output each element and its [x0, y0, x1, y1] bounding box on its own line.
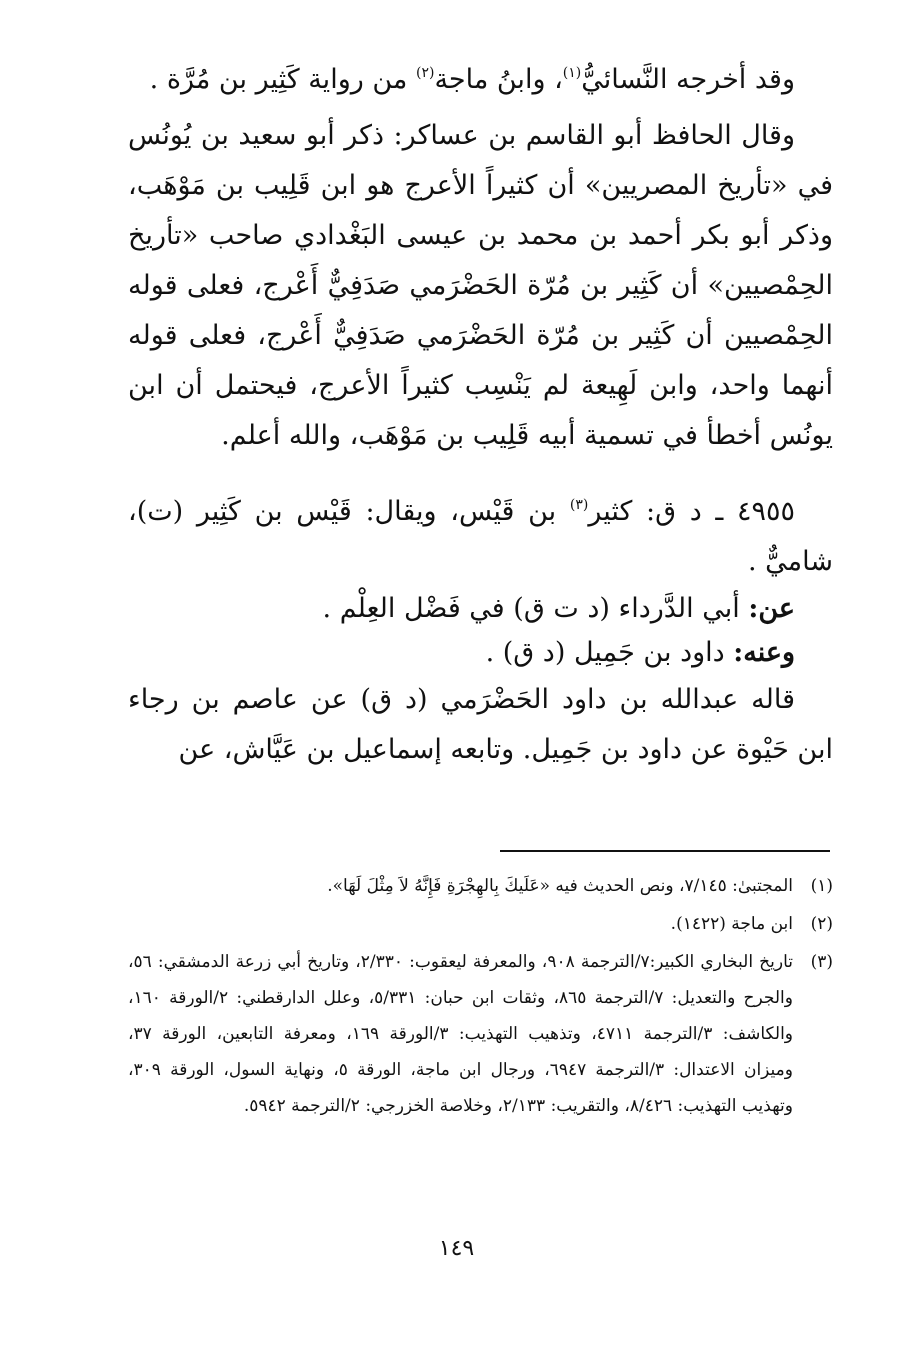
para1-text-c: من رواية كَثِير بن مُرَّة . [149, 64, 416, 95]
para1-text-b: ، وابنُ ماجة [434, 64, 563, 95]
narrated-by [128, 631, 833, 675]
footnote-1 [128, 868, 833, 904]
entry-heading [128, 487, 833, 587]
entry-text-a: ٤٩٥٥ ـ د ق: كثير [588, 496, 796, 527]
narrated-by-label: وعنه: [733, 637, 795, 668]
footnote-ref-3[interactable]: (٣) [569, 497, 589, 513]
narrated-from-text: أبي الدَّرداء (د ت ق) في فَضْل العِلْم . [322, 593, 749, 624]
main-text [128, 55, 833, 775]
footnote-3 [128, 944, 833, 1124]
page-number: ١٤٩ [438, 1236, 475, 1261]
paragraph-2: وقال الحافظ أبو القاسم بن عساكر: ذكر أبو سعيد بن يُونُس في «تأريخ المصريين» أن كثيراً الأعرج هو ابن قَلِيب بن مَوْهَب، وذكر أبو بكر أحمد بن محمد بن عيسى البَغْدادي صاحب «تأريخ الحِمْصيين» أن كَثِير بن مُرّة الحَضْرَمي صَدَفِيٌّ أَعْرج، فعلى قوله الحِمْصيين أن كَثِير بن مُرّة الحَضْرَمي صَدَفِيٌّ أَعْرج، فعلى قوله أنهما واحد، وابن لَهِيعة لم يَنْسِب كثيراً الأعرج، فيحتمل أن ابن يونُس أخطأ في تسمية أبيه قَلِيب بن مَوْهَب، والله أعلم. [128, 120, 833, 451]
entry-text-b: بن قَيْس، ويقال: قَيْس بن كَثِير (ت)، شاميٌّ . [128, 496, 833, 577]
paragraph-3: قاله عبدالله بن داود الحَضْرَمي (د ق) عن عاصم بن رجاء ابن حَيْوة عن داود بن جَمِيل. وتابعه إسماعيل بن عَيَّاش، عن [128, 684, 833, 765]
footnote-divider [500, 850, 830, 852]
para1-text-a: وقد أخرجه النَّسائيُّ [581, 64, 795, 95]
narrated-by-text: داود بن جَمِيل (د ق) . [485, 637, 734, 668]
footnote-number: (٣) [810, 952, 833, 972]
footnote-text: المجتبىٰ: ٧/١٤٥، ونص الحديث فيه «عَلَيكَ بِالهِجْرَةِ فَإِنَّهُ لاَ مِثْلَ لَهَا». [327, 876, 793, 896]
footnote-ref-1[interactable]: (١) [562, 65, 582, 81]
footnote-text: ابن ماجة (١٤٢٢). [670, 914, 793, 934]
narrated-from-label: عن: [748, 593, 795, 624]
footnote-number: (١) [810, 876, 833, 896]
footnotes [128, 868, 833, 1126]
footnote-ref-2[interactable]: (٢) [415, 65, 435, 81]
footnote-number: (٢) [810, 914, 833, 934]
footnote-text: تاريخ البخاري الكبير:٧/الترجمة ٩٠٨، والمعرفة ليعقوب: ٢/٣٣٠، وتاريخ أبي زرعة الدمشقي: ٥٦، والجرح والتعديل: ٧/الترجمة ٨٦٥، وثقات ابن حبان: ٥/٣٣١، وعلل الدارقطني: ٢/الورقة ١٦٠، والكاشف: ٣/الترجمة ٤٧١١، وتذهيب التهذيب: ٣/الورقة ١٦٩، ومعرفة التابعين، الورقة ٣٧، وميزان الاعتدال: ٣/الترجمة ٦٩٤٧، ورجال ابن ماجة، الورقة ٥، ونهاية السول، الورقة ٣٠٩، وتهذيب التهذيب: ٨/٤٢٦، والتقريب: ٢/١٣٣، وخلاصة الخزرجي: ٢/الترجمة ٥٩٤٢. [128, 952, 794, 1116]
footnote-2 [128, 906, 833, 942]
narrated-from [128, 587, 833, 631]
paragraph-1 [128, 55, 833, 105]
